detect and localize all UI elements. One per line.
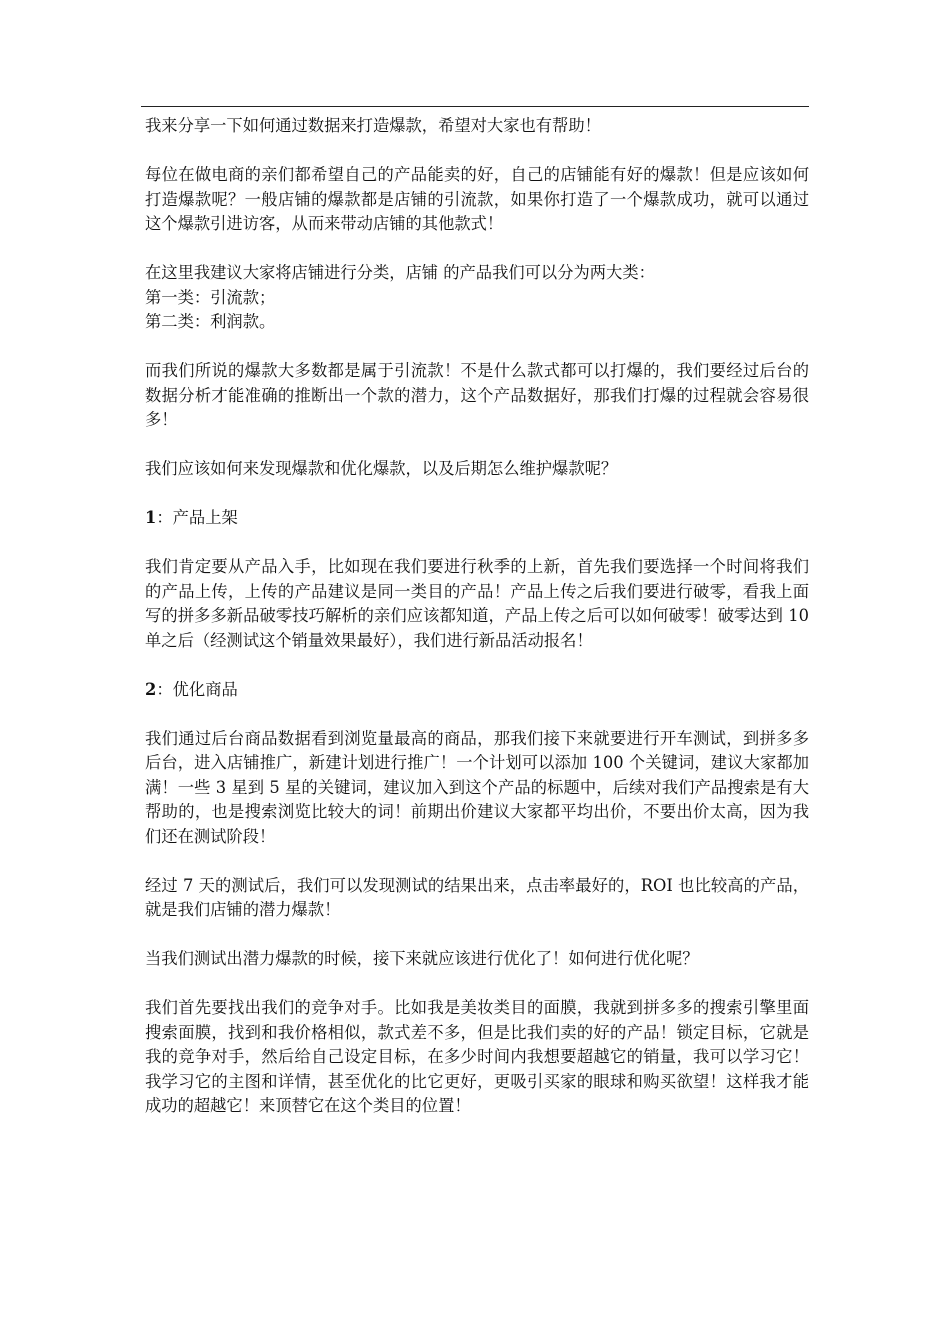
paragraph-3: 而我们所说的爆款大多数都是属于引流款！不是什么款式都可以打爆的，我们要经过后台的数据分析才能准确的推断出一个款的潜力，这个产品数据好，那我们打爆的过程就会容易很多！: [145, 361, 809, 429]
section-number-1: 1: [145, 508, 157, 527]
list-item-1: 第一类：引流款；: [145, 287, 276, 307]
section-heading-2: [145, 678, 809, 703]
paragraph-2: 在这里我建议大家将店铺进行分类，店铺 的产品我们可以分为两大类：: [145, 263, 655, 282]
paragraph-1: 每位在做电商的亲们都希望自己的产品能卖的好，自己的店铺能有好的爆款！但是应该如何打造爆款呢？一般店铺的爆款都是店铺的引流款，如果你打造了一个爆款成功，就可以通过这个爆款引进访客，从而来带动店铺的其他款式！: [145, 165, 809, 233]
paragraph-8: 当我们测试出潜力爆款的时候，接下来就应该进行优化了！如何进行优化呢？: [145, 949, 699, 968]
section-title-1: ：产品上架: [156, 508, 238, 527]
document-body: [145, 114, 809, 1143]
intro-paragraph: 我来分享一下如何通过数据来打造爆款，希望对大家也有帮助！: [145, 116, 601, 135]
paragraph-7: 经过 7 天的测试后，我们可以发现测试的结果出来，点击率最好的，ROI 也比较高的产品，就是我们店铺的潜力爆款！: [145, 875, 809, 919]
section-heading-1: [145, 506, 809, 531]
section-title-2: ：优化商品: [156, 679, 238, 699]
list-item-2: 第二类：利润款。: [145, 312, 276, 331]
paragraph-6: 我们通过后台商品数据看到浏览量最高的商品，那我们接下来就要进行开车测试，到拼多多后台，进入店铺推广，新建计划进行推广！一个计划可以添加 100 个关键词，建议大家都加满！一些 3 星到 5 星的关键词，建议加入到这个产品的标题中，后续对我们产品搜索是有大帮助的，也是搜索浏览比较大的词！前期出价建议大家都平均出价，不要出价太高，因为我们还在测试阶段！: [145, 728, 809, 846]
paragraph-4: 我们应该如何来发现爆款和优化爆款，以及后期怎么维护爆款呢？: [145, 459, 618, 478]
paragraph-5: 我们肯定要从产品入手，比如现在我们要进行秋季的上新，首先我们要选择一个时间将我们的产品上传，上传的产品建议是同一类目的产品！产品上传之后我们要进行破零，看我上面写的拼多多新品破零技巧解析的亲们应该都知道，产品上传之后可以如何破零！破零达到 10 单之后（经测试这个销量效果最好），我们进行新品活动报名！: [145, 557, 809, 650]
header-rule: [141, 106, 809, 107]
paragraph-9: 我们首先要找出我们的竞争对手。比如我是美妆类目的面膜，我就到拼多多的搜索引擎里面搜索面膜，找到和我价格相似，款式差不多，但是比我们卖的好的产品！锁定目标，它就是我的竞争对手，然后给自己设定目标，在多少时间内我想要超越它的销量，我可以学习它！我学习它的主图和详情，甚至优化的比它更好，更吸引买家的眼球和购买欲望！这样我才能成功的超越它！来顶替它在这个类目的位置！: [145, 998, 809, 1115]
section-number-2: 2: [145, 679, 157, 699]
